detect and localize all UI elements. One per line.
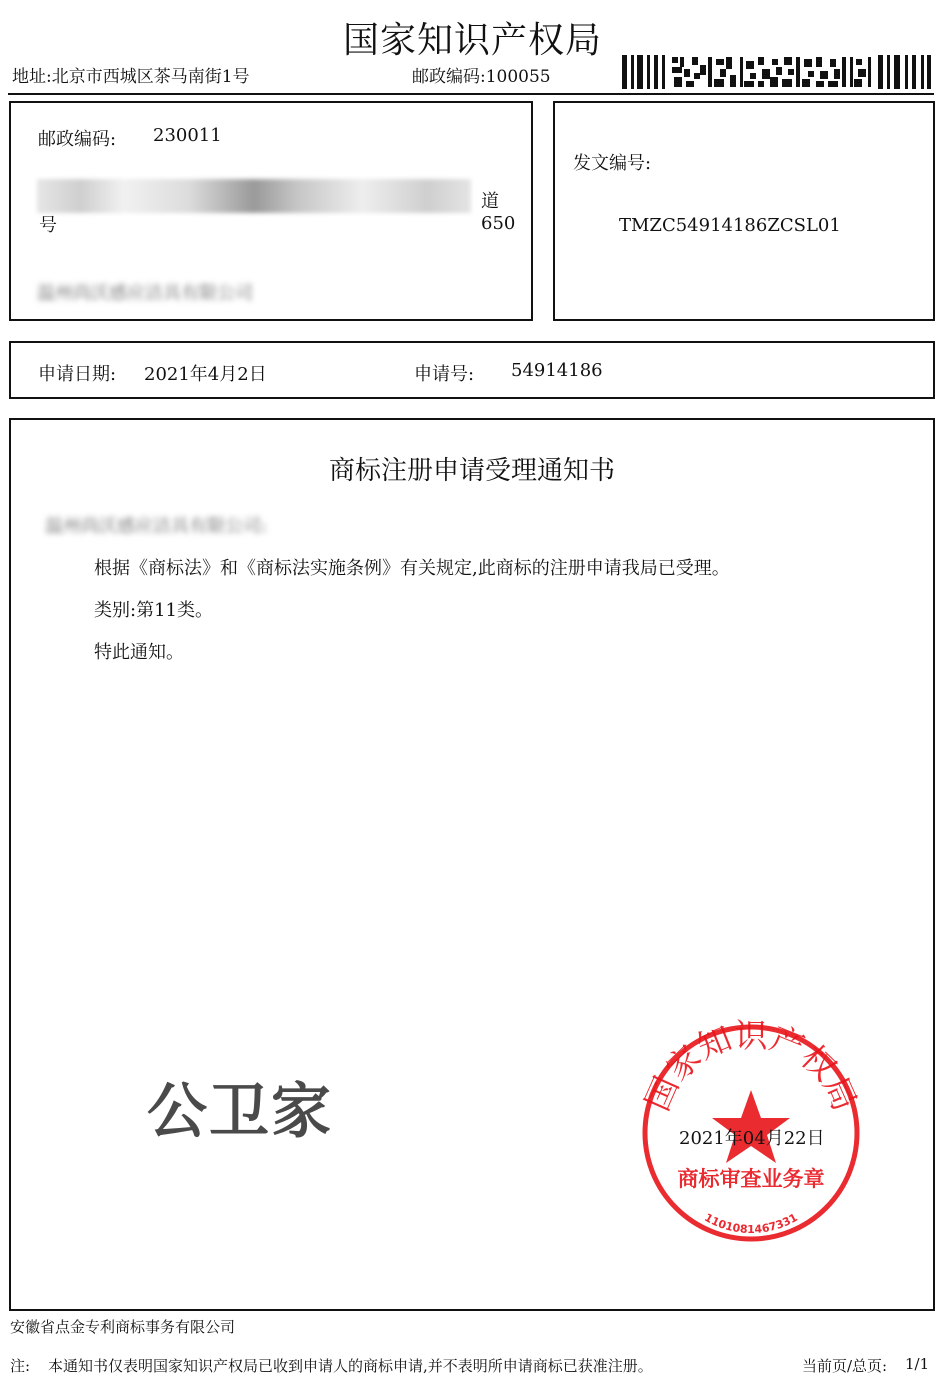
recipient-company: 温州尚沃感应洁具有限公司 xyxy=(37,283,253,304)
recipient-address-tail: 道650 xyxy=(481,191,516,234)
barcode xyxy=(622,55,932,89)
application-date-value: 2021年4月2日 xyxy=(144,364,267,385)
application-info-box xyxy=(9,341,935,399)
application-date-label: 申请日期: xyxy=(38,364,117,385)
office-address: 地址:北京市西城区茶马南街1号 xyxy=(12,67,250,87)
redacted-address xyxy=(37,179,471,213)
notice-paragraph: 根据《商标法》和《商标法实施条例》有关规定,此商标的注册申请我局已受理。 xyxy=(94,558,730,579)
application-number-label: 申请号: xyxy=(414,364,475,385)
office-postcode: 邮政编码:100055 xyxy=(412,67,551,87)
notice-box xyxy=(9,418,935,1311)
seal-bottom-text: 商标审查业务章 xyxy=(677,1167,825,1191)
page-indicator-label: 当前页/总页: xyxy=(802,1357,888,1375)
seal-serial: 1101081467331 xyxy=(702,1210,800,1236)
document-number-box xyxy=(553,101,935,321)
page-indicator-value: 1/1 xyxy=(905,1355,930,1373)
document-number-label: 发文编号: xyxy=(573,153,652,174)
notice-addressee: 温州尚沃感应洁具有限公司: xyxy=(45,516,268,537)
recipient-address-line2: 号 xyxy=(39,215,57,236)
footer-note-label: 注: xyxy=(10,1357,31,1375)
header-rule xyxy=(8,93,934,95)
notice-title: 商标注册申请受理通知书 xyxy=(328,456,615,486)
recipient-postcode-label: 邮政编码: xyxy=(38,129,117,150)
notice-category: 类别:第11类。 xyxy=(94,600,213,621)
document-number-value: TMZC54914186ZCSL01 xyxy=(619,215,841,236)
recipient-postcode-value: 230011 xyxy=(153,125,222,146)
seal-arc-text: 国家知识产权局 xyxy=(637,1018,865,1117)
recipient-box xyxy=(9,101,533,321)
application-number-value: 54914186 xyxy=(511,360,603,381)
footer-note: 本通知书仅表明国家知识产权局已收到申请人的商标申请,并不表明所申请商标已获准注册。 xyxy=(48,1357,653,1375)
office-title: 国家知识产权局 xyxy=(342,20,602,61)
notice-closing: 特此通知。 xyxy=(94,642,184,663)
agency-name: 安徽省点金专利商标事务有限公司 xyxy=(10,1318,236,1336)
watermark-text: 公卫家 xyxy=(147,1077,333,1147)
notice-date: 2021年04月22日 xyxy=(679,1128,825,1149)
